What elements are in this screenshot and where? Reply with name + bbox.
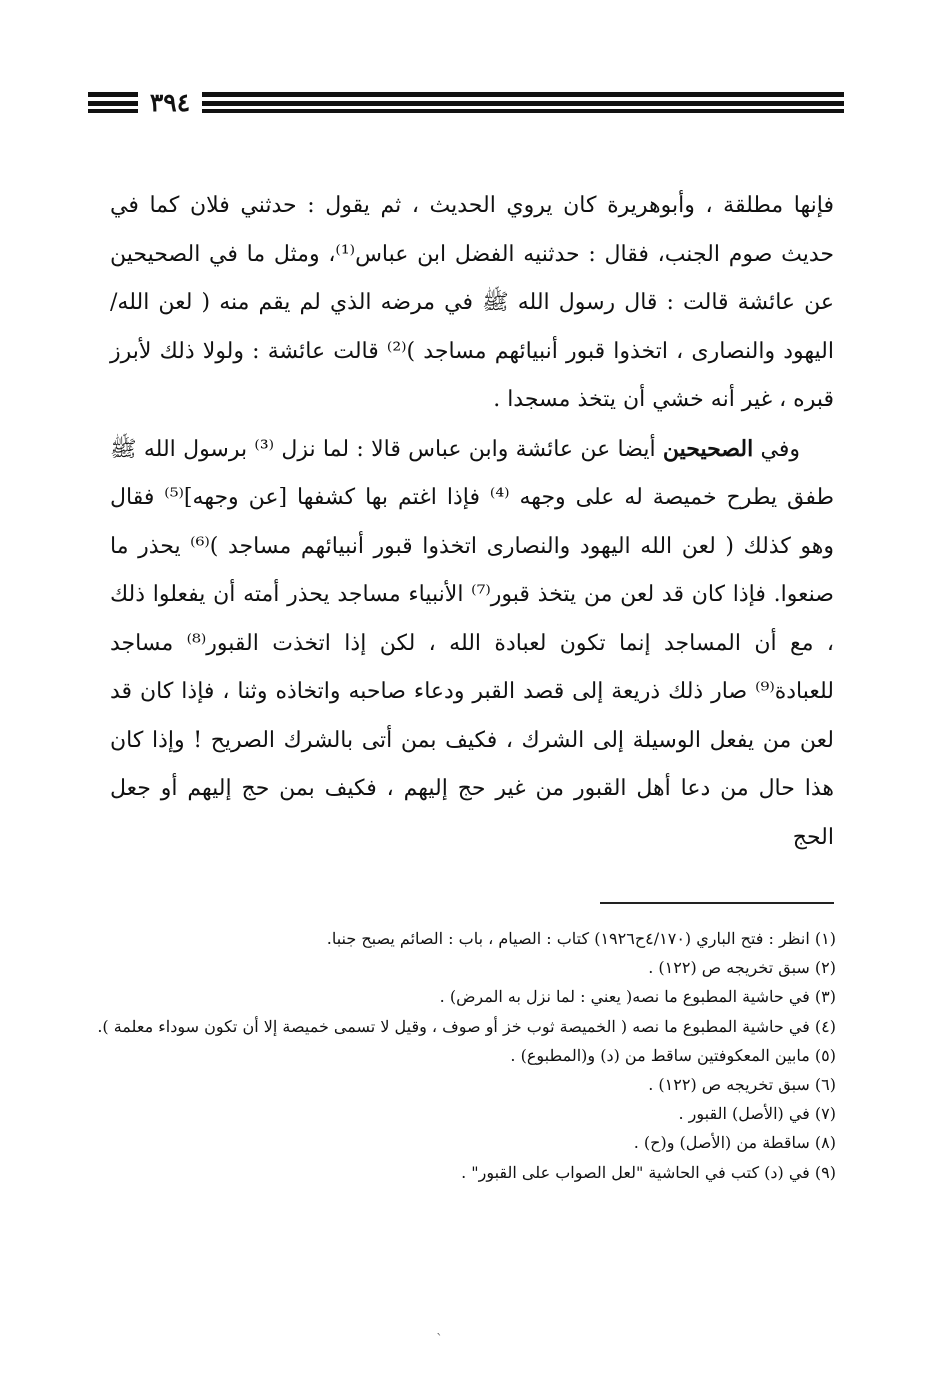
page-header xyxy=(88,88,844,118)
footnote-9: (٩) في (د) كتب في الحاشية "لعل الصواب على القبور" . xyxy=(461,1162,836,1182)
paragraph-2-bold-term: الصحيحين xyxy=(662,435,754,462)
footnote-6: (٦) سبق تخريجه ص (١٢٢) . xyxy=(648,1075,836,1095)
footnotes xyxy=(90,924,836,1187)
main-text xyxy=(110,182,834,862)
footnote-separator xyxy=(600,902,834,904)
header-rule-right xyxy=(202,92,844,114)
footnote-2: (٢) سبق تخريجه ص (١٢٢) . xyxy=(648,958,836,978)
footnote-5: (٥) مابين المعكوفتين ساقط من (د) و(المطبوع) . xyxy=(510,1045,836,1065)
footnote-1: (١) انظر : فتح الباري (٤/١٧٠ح١٩٢٦) كتاب : الصيام ، باب : الصائم يصبح جنبا. xyxy=(326,929,836,948)
page-number: ٣٩٤ xyxy=(149,88,191,117)
footnote-3: (٣) في حاشية المطبوع ما نصه( يعني : لما نزل به المرض) . xyxy=(439,987,836,1007)
paragraph-2-body: طفق يطرح خميصة له على وجهه ⁽⁴⁾ فإذا اغتم بها كشفها [عن وجهه]⁽⁵⁾ فقال وهو كذلك ( لعن الله اليهود والنصارى اتخذوا قبور أنبيائهم مساجد )⁽⁶⁾ يحذر ما صنعوا. فإذا كان قد لعن من يتخذ قبور⁽⁷⁾ الأنبياء مساجد يحذر أمته أن يفعلوا ذلك ، مع أن المساجد إنما تكون لعبادة الله ، لكن إذا اتخذت القبور⁽⁸⁾ مساجد للعبادة⁽⁹⁾ صار ذلك ذريعة إلى قصد القبر ودعاء صاحبه واتخاذه وثنا ، فإذا كان قد لعن من يفعل الوسيلة إلى الشرك ، فكيف بمن أتى بالشرك الصريح ! وإذا كان هذا حال من دعا أهل القبور من غير حج إليهم ، فكيف بمن حج إليهم أو جعل الحج xyxy=(110,485,835,850)
paragraph-2 xyxy=(110,425,834,863)
paragraph-2-lead: وفي xyxy=(760,436,800,462)
footnote-8: (٨) ساقطة من (الأصل) و(ح) . xyxy=(633,1133,836,1153)
footnote-4: (٤) في حاشية المطبوع ما نصه ( الخميصة ثوب خز أو صوف ، وقيل لا تسمى خميصة إلا أن تكون سوداء معلمة ). xyxy=(97,1016,836,1036)
paragraph-1: فإنها مطلقة ، وأبوهريرة كان يروي الحديث ، ثم يقول : حدثني فلان كما في حديث صوم الجنب، فقال : حدثنيه الفضل ابن عباس⁽¹⁾، ومثل ما في الصحيحين عن عائشة قالت : قال رسول الله ﷺ في مرضه الذي لم يقم منه ( لعن الله/ اليهود والنصارى ، اتخذوا قبور أنبيائهم مساجد )⁽²⁾ قالت عائشة : ولولا ذلك لأبرز قبره ، غير أنه خشي أن يتخذ مسجدا . xyxy=(110,193,834,412)
header-rule-left xyxy=(88,92,138,114)
footnote-7: (٧) في (الأصل) القبور . xyxy=(678,1104,836,1124)
paragraph-2-intro: أيضا عن عائشة وابن عباس قالا : لما نزل ⁽³⁾ برسول الله ﷺ xyxy=(110,436,656,462)
scan-speck: ˋ xyxy=(436,1332,443,1348)
